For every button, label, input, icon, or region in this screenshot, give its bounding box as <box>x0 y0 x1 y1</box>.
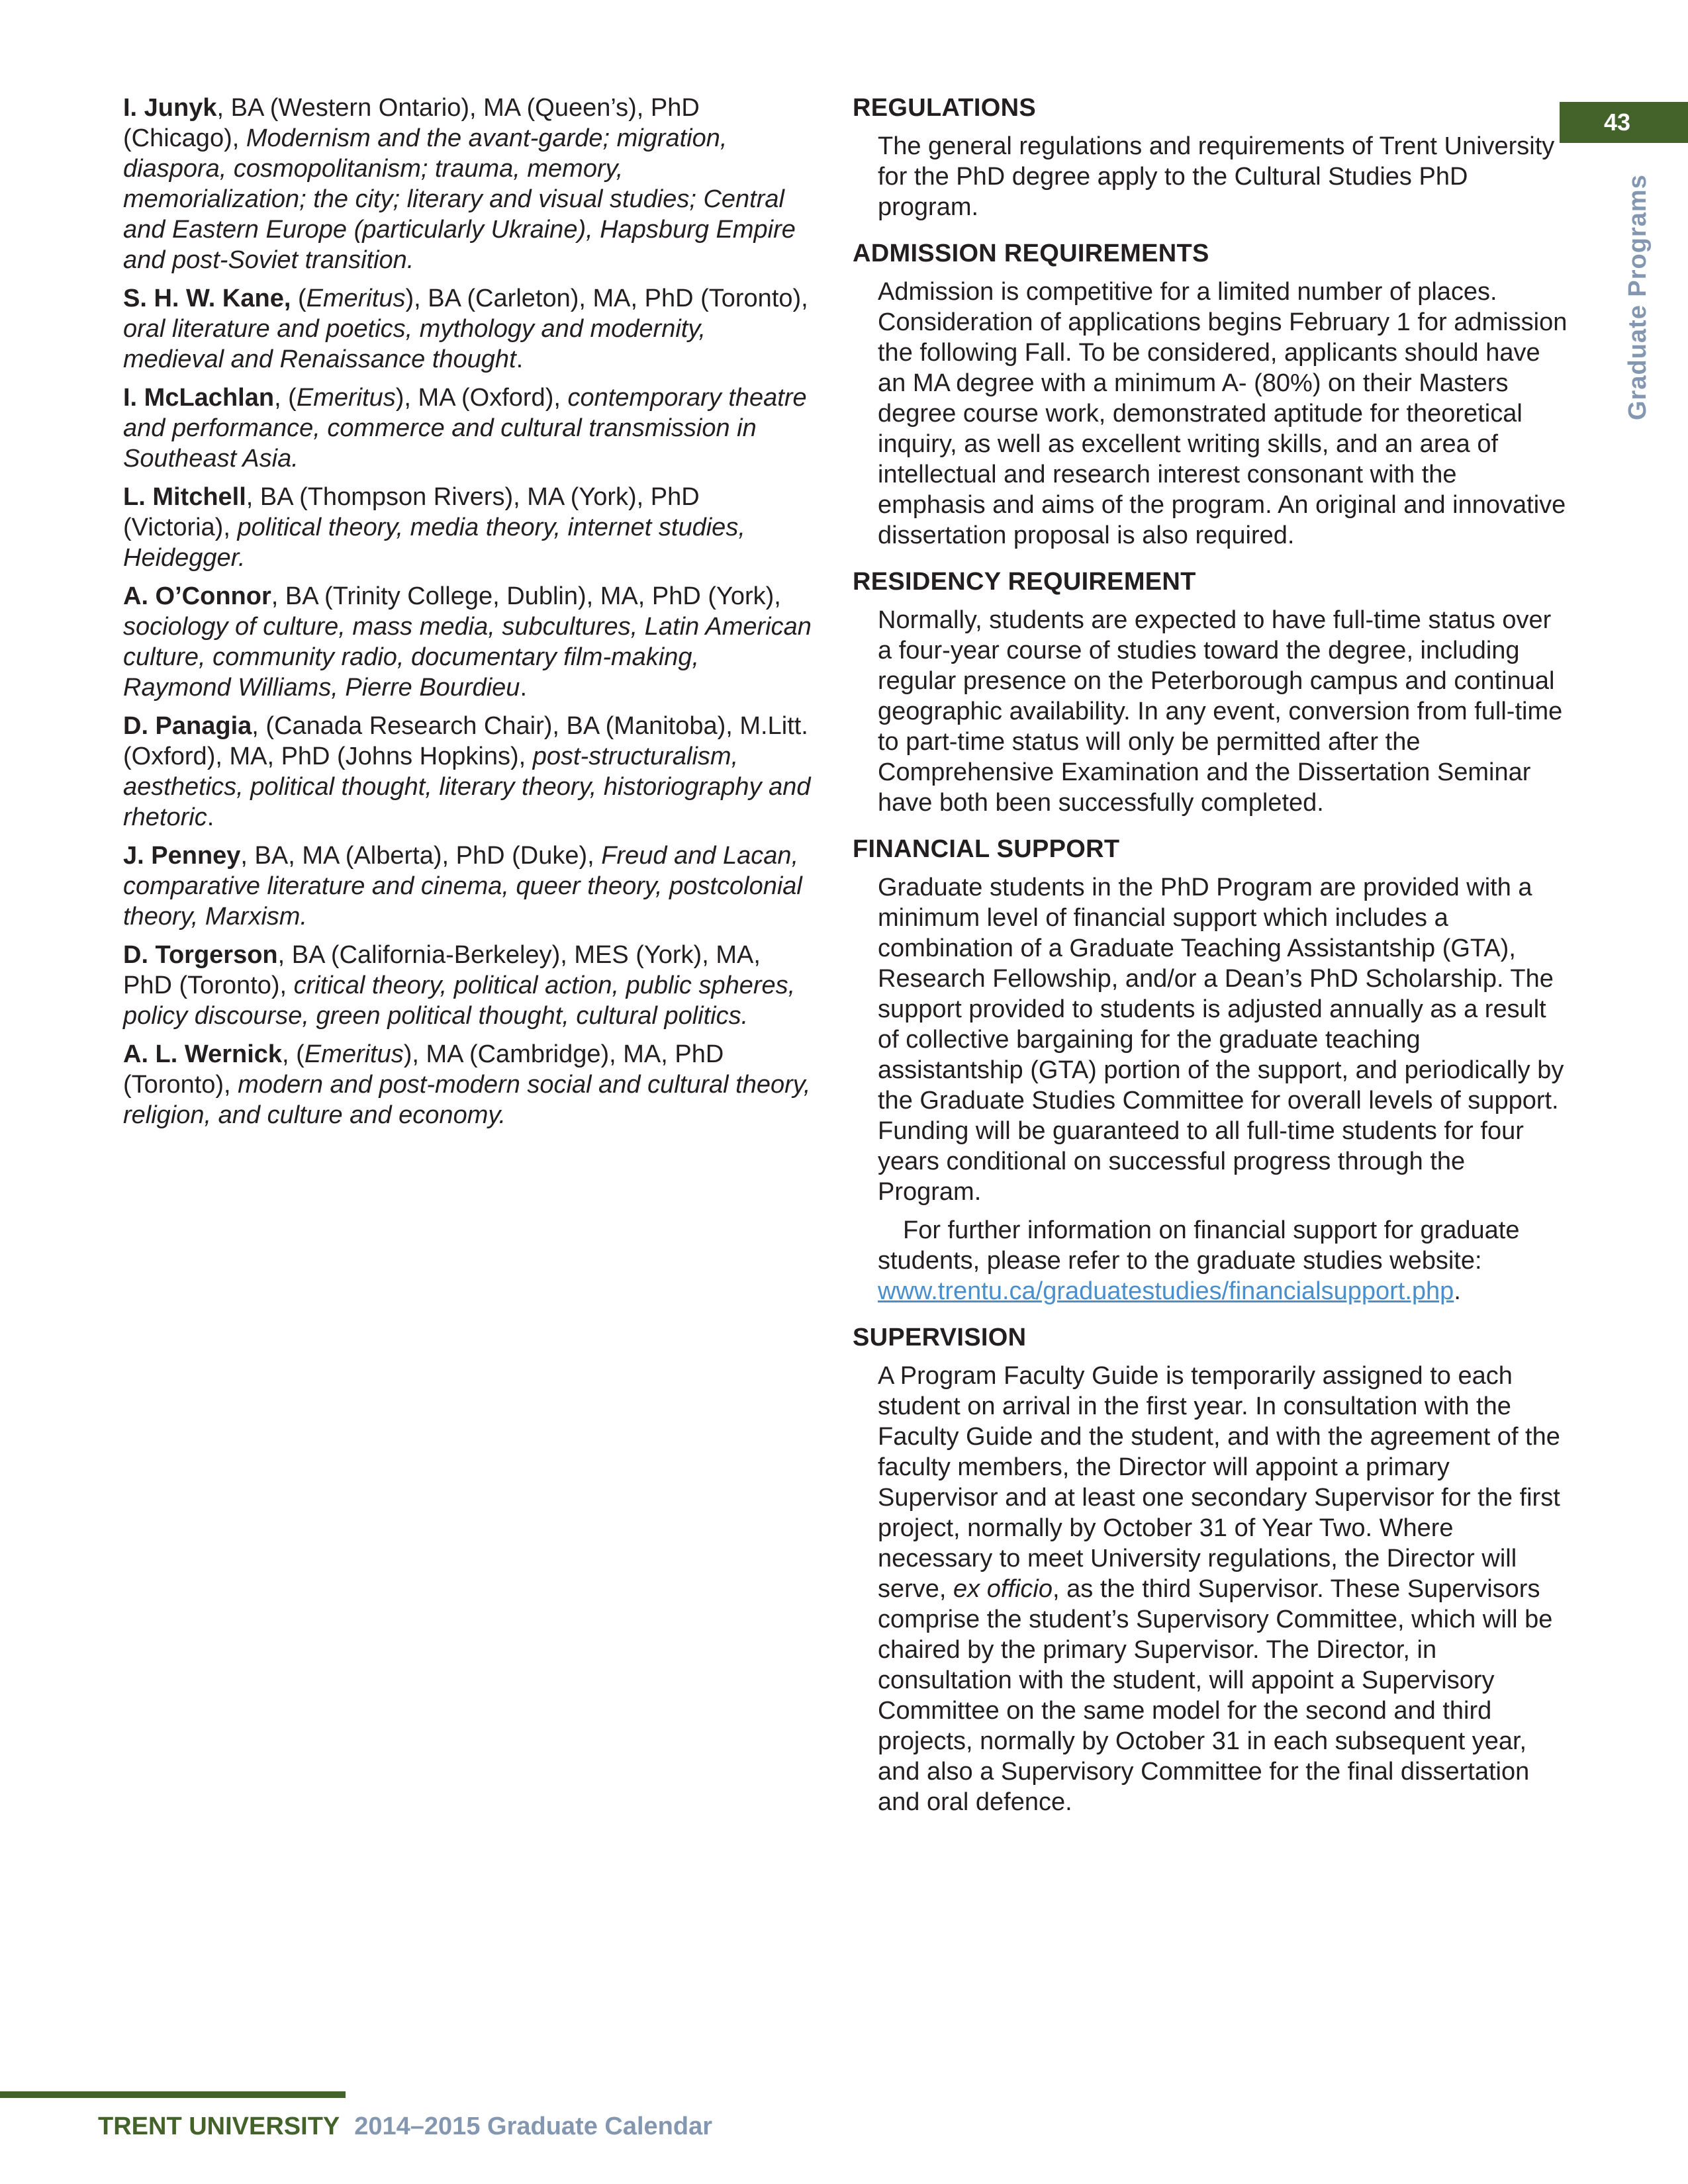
financial-info-text <box>878 1215 1568 1306</box>
supervision-heading: SUPERVISION <box>853 1324 1027 1351</box>
faculty-credentials: , ( <box>274 384 297 412</box>
faculty-entry <box>123 711 812 833</box>
faculty-credentials: ), MA (Oxford), <box>395 384 568 412</box>
faculty-name: J. Penney <box>123 842 241 870</box>
faculty-credentials: , BA, MA (Alberta), PhD (Duke), <box>240 842 602 870</box>
faculty-name: A. O’Connor <box>123 582 271 610</box>
supervision-text-part: A Program Faculty Guide is temporarily assigned to each student on arrival in the first year. In consultation with the Faculty Guide and the student, and with the agreement of the faculty members, the Director will appoint a primary Supervisor and at least one secondary Supervisor for the first project, normally by October 31 of Year Two. Where necessary to meet University regulations, the Director will serve, <box>878 1362 1560 1603</box>
faculty-emeritus: Emeritus <box>304 1040 404 1068</box>
admission-heading: ADMISSION REQUIREMENTS <box>853 240 1209 267</box>
regulations-text: The general regulations and requirements of Trent University for the PhD degree apply to the Cultural Studies PhD program. <box>878 132 1555 221</box>
faculty-trail: . <box>516 345 524 373</box>
faculty-credentials: , BA (Trinity College, Dublin), MA, PhD (York), <box>271 582 781 610</box>
financial-heading: FINANCIAL SUPPORT <box>853 835 1120 863</box>
faculty-interests: Modernism and the avant-garde; migration, diaspora, cosmopolitanism; trauma, memory, memorialization; the city; literary and visual studies; Central and Eastern Europe (particularly Ukraine), Hapsburg Empire and post-Soviet transition. <box>123 124 796 274</box>
faculty-name: A. L. Wernick <box>123 1040 283 1068</box>
faculty-credentials: , BA (Western Ontario), MA (Queen’s), PhD (Chicago), <box>123 94 700 152</box>
residency-heading: RESIDENCY REQUIREMENT <box>853 568 1196 596</box>
financial-support-link[interactable]: www.trentu.ca/graduatestudies/financialsupport.php <box>878 1277 1454 1305</box>
faculty-credentials: , (Canada Research Chair), BA (Manitoba), M.Litt. (Oxford), MA, PhD (Johns Hopkins), <box>123 712 808 770</box>
faculty-entry <box>123 383 812 474</box>
faculty-interests: political theory, media theory, internet studies, Heidegger. <box>123 514 745 572</box>
regulations-heading: REGULATIONS <box>853 94 1037 122</box>
faculty-name: L. Mitchell <box>123 483 246 511</box>
section-side-label: Graduate Programs <box>1624 174 1652 420</box>
financial-text: Graduate students in the PhD Program are provided with a minimum level of financial support which includes a combination of a Graduate Teaching Assistantship (GTA), Research Fellowship, and/or a Dean’s PhD Scholarship. The support provided to students is adjusted annually as a result of collective bargaining for the graduate teaching assistantship (GTA) portion of the support, and periodically by the Graduate Studies Committee for overall levels of support. Funding will be guaranteed to all full-time students for four years conditional on successful progress through the Program. <box>878 874 1564 1206</box>
faculty-name: I. McLachlan <box>123 384 275 412</box>
faculty-interests: critical theory, political action, public spheres, policy discourse, green political thought, cultural politics. <box>123 972 796 1030</box>
faculty-interests: contemporary theatre and performance, commerce and cultural transmission in Southeast Asia. <box>123 384 807 473</box>
faculty-interests: Freud and Lacan, comparative literature and cinema, queer theory, postcolonial theory, Marxism. <box>123 842 802 931</box>
faculty-credentials: ), MA (Cambridge), MA, PhD (Toronto), <box>123 1040 724 1099</box>
faculty-trail: . <box>520 674 527 702</box>
faculty-credentials: ( <box>291 285 306 312</box>
faculty-entry <box>123 940 812 1031</box>
faculty-entry <box>123 93 812 275</box>
faculty-emeritus: Emeritus <box>296 384 396 412</box>
supervision-text-part: , as the third Supervisor. These Supervisors comprise the student’s Supervisory Committee, which will be chaired by the primary Supervisor. The Director, in consultation with the student, will appoint a Supervisory Committee on the same model for the second and third projects, normally by October 31 in each subsequent year, and also a Supervisory Committee for the final dissertation and oral defence. <box>878 1575 1553 1816</box>
residency-text: Normally, students are expected to have full-time status over a four-year course of studies toward the degree, including regular presence on the Peterborough campus and continual geographic availability. In any event, conversion from full-time to part-time status will only be permitted after the Comprehensive Examination and the Dissertation Seminar have both been successfully completed. <box>878 606 1563 817</box>
faculty-emeritus: Emeritus <box>306 285 406 312</box>
faculty-entry <box>123 581 812 703</box>
admission-text: Admission is competitive for a limited number of places. Consideration of applications begins February 1 for admission the following Fall. To be considered, applicants should have an MA degree with a minimum A- (80%) on their Masters degree course work, demonstrated aptitude for theoretical inquiry, as well as excellent writing skills, and an area of intellectual and research interest consonant with the emphasis and aims of the program. An original and innovative dissertation proposal is also required. <box>878 278 1568 549</box>
supervision-ex-officio: ex officio <box>953 1575 1053 1603</box>
faculty-name: D. Torgerson <box>123 941 278 969</box>
page-number: 43 <box>1603 109 1631 136</box>
faculty-trail: . <box>207 803 214 831</box>
program-details <box>853 93 1568 1833</box>
footer-university: TRENT UNIVERSITY <box>98 2113 340 2140</box>
faculty-name: I. Junyk <box>123 94 217 122</box>
faculty-entry <box>123 482 812 573</box>
footer-calendar: 2014–2015 Graduate Calendar <box>354 2113 713 2140</box>
supervision-text <box>878 1361 1568 1817</box>
faculty-list <box>123 93 812 1138</box>
faculty-interests: modern and post-modern social and cultural theory, religion, and culture and economy. <box>123 1071 811 1129</box>
financial-info-lead: For further information on financial support for graduate students, please refer to the graduate studies website: <box>878 1216 1520 1275</box>
faculty-credentials: ), BA (Carleton), MA, PhD (Toronto), <box>405 285 808 312</box>
faculty-interests: post-structuralism, aesthetics, political thought, literary theory, historiography and rhetoric <box>123 743 811 831</box>
footer-rule <box>0 2091 346 2098</box>
financial-info-trail: . <box>1454 1277 1461 1305</box>
faculty-name: S. H. W. Kane, <box>123 285 291 312</box>
faculty-entry <box>123 1039 812 1130</box>
faculty-entry <box>123 283 812 375</box>
faculty-credentials: , ( <box>282 1040 305 1068</box>
footer <box>98 2113 712 2141</box>
faculty-name: D. Panagia <box>123 712 252 740</box>
faculty-interests: oral literature and poetics, mythology and modernity, medieval and Renaissance thought <box>123 315 706 373</box>
faculty-credentials: , BA (California-Berkeley), MES (York), MA, PhD (Toronto), <box>123 941 761 999</box>
faculty-interests: sociology of culture, mass media, subcultures, Latin American culture, community radio, documentary film-making, Raymond Williams, Pierre Bourdieu <box>123 613 812 702</box>
faculty-entry <box>123 841 812 932</box>
faculty-credentials: , BA (Thompson Rivers), MA (York), PhD (Victoria), <box>123 483 700 541</box>
